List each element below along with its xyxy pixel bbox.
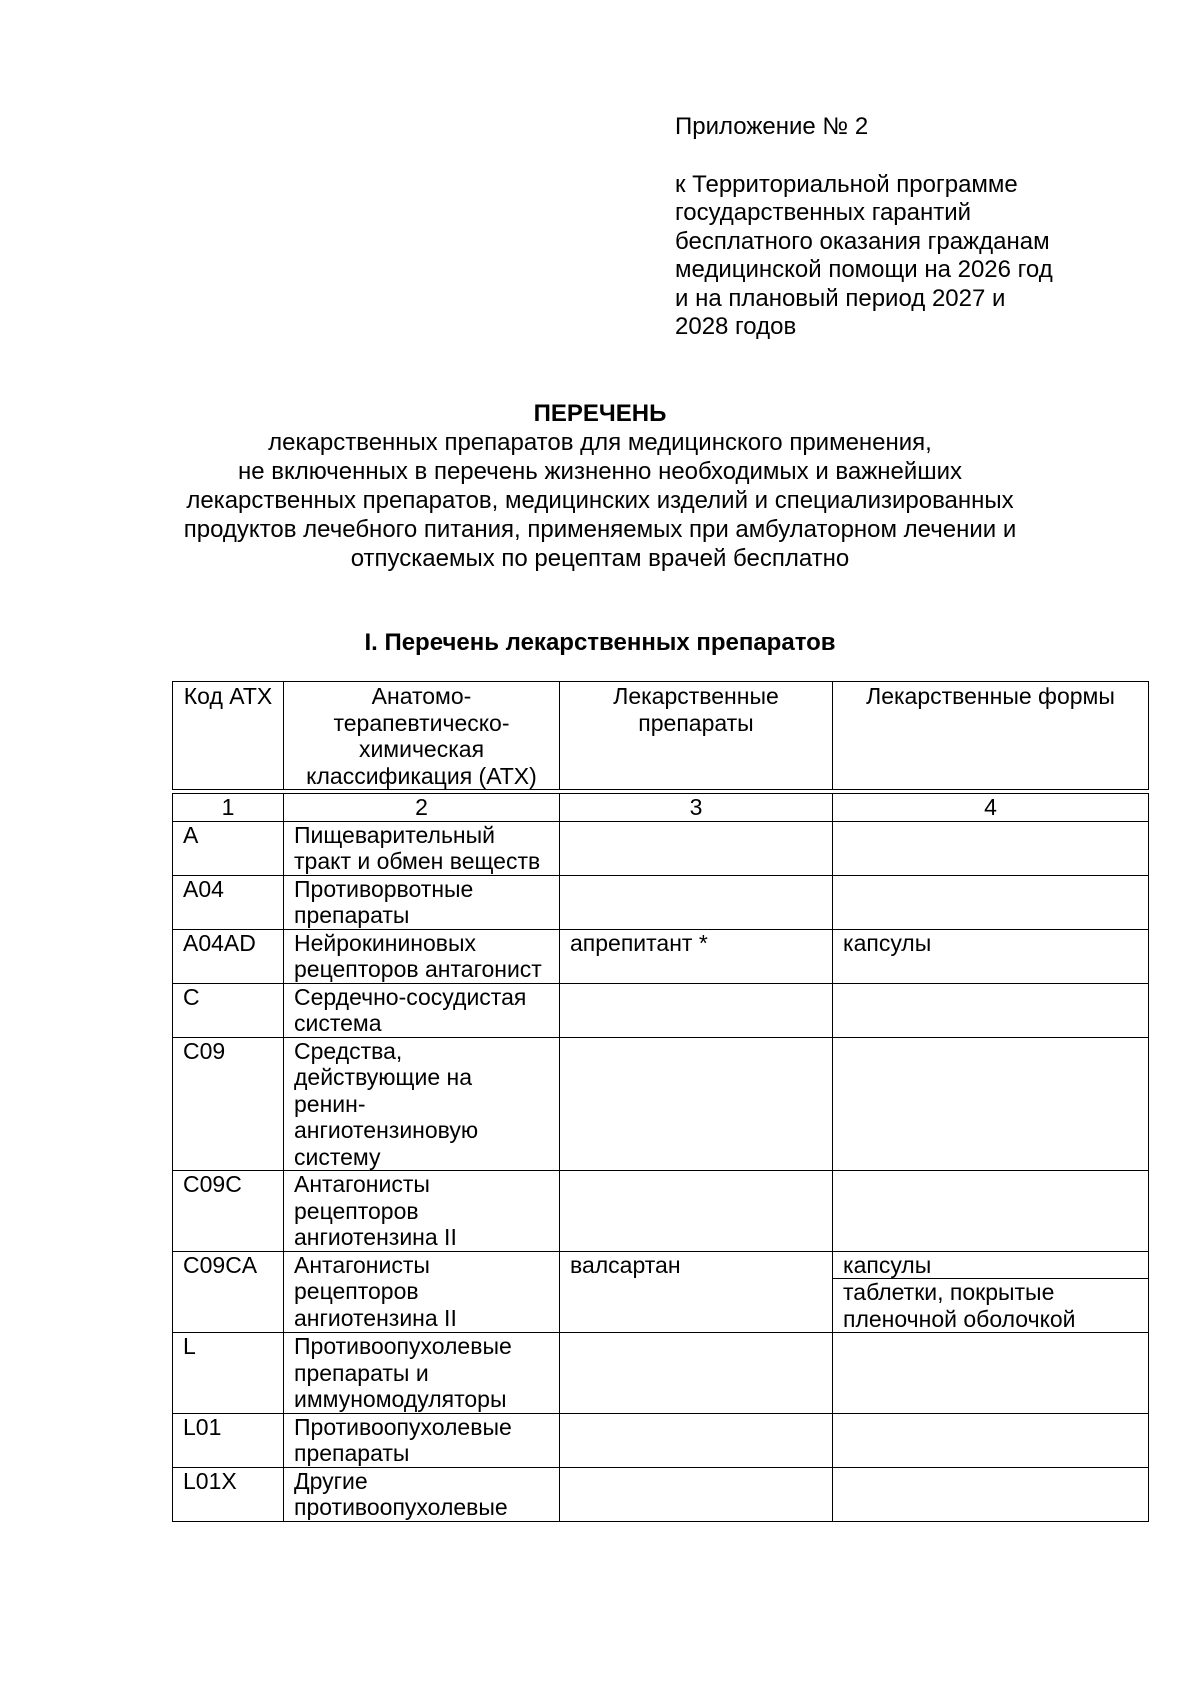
appendix-line: бесплатного оказания гражданам bbox=[675, 227, 1050, 255]
table-header bbox=[172, 681, 1149, 790]
forms-cell bbox=[833, 1333, 1149, 1414]
classification-cell: Нейрокининовых рецепторов антагонист bbox=[284, 929, 560, 983]
classification-cell: Сердечно-сосудистая система bbox=[284, 983, 560, 1037]
appendix-line: государственных гарантий bbox=[675, 199, 972, 226]
title-heading: ПЕРЕЧЕНЬ bbox=[533, 400, 667, 427]
classification-cell: Противоопухолевые препараты bbox=[284, 1413, 560, 1467]
forms-cell bbox=[833, 1413, 1149, 1467]
atc-code-cell: A04 bbox=[173, 875, 284, 929]
forms-cell bbox=[833, 929, 1149, 983]
forms-cell bbox=[833, 1467, 1149, 1521]
atc-code-cell: A bbox=[173, 821, 284, 875]
column-number: 2 bbox=[284, 794, 560, 822]
forms-cell bbox=[833, 875, 1149, 929]
table-row bbox=[173, 1037, 1149, 1171]
column-number: 4 bbox=[833, 794, 1149, 822]
appendix-line: 2028 годов bbox=[675, 313, 797, 340]
column-number-row bbox=[173, 794, 1149, 822]
classification-cell: Пищеварительный тракт и обмен веществ bbox=[284, 821, 560, 875]
drug-cell bbox=[560, 821, 833, 875]
atc-code-cell: C bbox=[173, 983, 284, 1037]
dosage-form: таблетки, покрытые пленочной оболочкой bbox=[833, 1278, 1148, 1332]
drug-cell bbox=[560, 1171, 833, 1252]
table-row bbox=[173, 875, 1149, 929]
drug-cell bbox=[560, 1467, 833, 1521]
classification-cell: Антагонисты рецепторов ангиотензина II bbox=[284, 1251, 560, 1333]
atc-code-cell: L01 bbox=[173, 1413, 284, 1467]
header-drugs: Лекарственные препараты bbox=[560, 682, 833, 790]
drug-cell bbox=[560, 1413, 833, 1467]
table-row bbox=[173, 1333, 1149, 1414]
forms-cell bbox=[833, 1037, 1149, 1171]
table-row bbox=[173, 1171, 1149, 1252]
appendix-line: медицинской помощи на 2026 год bbox=[675, 256, 1053, 283]
table-row bbox=[173, 1467, 1149, 1521]
drug-table bbox=[172, 793, 1149, 1522]
column-number: 3 bbox=[560, 794, 833, 822]
forms-cell bbox=[833, 1171, 1149, 1252]
document-title bbox=[150, 399, 1050, 573]
appendix-line: к Территориальной программе bbox=[675, 170, 1018, 198]
title-line: лекарственных препаратов, медицинских изделий и специализированных bbox=[186, 487, 1014, 514]
dosage-form: капсулы bbox=[843, 1251, 932, 1278]
classification-cell: Противоопухолевые препараты и иммуномодуляторы bbox=[284, 1333, 560, 1414]
drug-cell bbox=[560, 1037, 833, 1171]
section-title: I. Перечень лекарственных препаратов bbox=[364, 629, 836, 656]
title-line: не включенных в перечень жизненно необходимых и важнейших bbox=[238, 458, 962, 485]
title-line: отпускаемых по рецептам врачей бесплатно bbox=[350, 545, 850, 572]
header-code: Код АТХ bbox=[173, 682, 284, 790]
drug-cell bbox=[560, 1333, 833, 1414]
appendix-line: и на плановый период 2027 и bbox=[675, 284, 1006, 312]
atc-code-cell: C09 bbox=[173, 1037, 284, 1171]
classification-cell: Противорвотные препараты bbox=[284, 875, 560, 929]
table-row bbox=[173, 1413, 1149, 1467]
column-number: 1 bbox=[173, 794, 284, 822]
title-line: продуктов лечебного питания, применяемых при амбулаторном лечении и bbox=[183, 516, 1017, 543]
atc-code-cell: L bbox=[173, 1333, 284, 1414]
header-forms: Лекарственные формы bbox=[833, 682, 1149, 790]
title-line: лекарственных препаратов для медицинского применения, bbox=[268, 429, 932, 456]
dosage-form: капсулы bbox=[843, 929, 932, 956]
drug-cell bbox=[560, 983, 833, 1037]
atc-code-cell: L01X bbox=[173, 1467, 284, 1521]
forms-cell bbox=[833, 821, 1149, 875]
atc-code-cell: A04AD bbox=[173, 929, 284, 983]
table-row bbox=[173, 1251, 1149, 1333]
drug-cell bbox=[560, 875, 833, 929]
atc-code-cell: C09C bbox=[173, 1171, 284, 1252]
appendix-number: Приложение № 2 bbox=[675, 113, 869, 140]
drug-cell: валсартан bbox=[560, 1251, 833, 1333]
classification-cell: Другие противоопухолевые bbox=[284, 1467, 560, 1521]
classification-cell: Средства, действующие на ренин-ангиотензиновую систему bbox=[284, 1037, 560, 1171]
table-row bbox=[173, 821, 1149, 875]
classification-cell: Антагонисты рецепторов ангиотензина II bbox=[284, 1171, 560, 1252]
forms-cell bbox=[833, 983, 1149, 1037]
forms-cell bbox=[833, 1251, 1149, 1333]
drug-cell: апрепитант * bbox=[560, 929, 833, 983]
appendix-note bbox=[675, 113, 1135, 342]
atc-code-cell: C09CA bbox=[173, 1251, 284, 1333]
header-classification: Анатомо-терапевтическо-химическая классификация (АТХ) bbox=[284, 682, 560, 790]
table-row bbox=[173, 929, 1149, 983]
table-row bbox=[173, 983, 1149, 1037]
